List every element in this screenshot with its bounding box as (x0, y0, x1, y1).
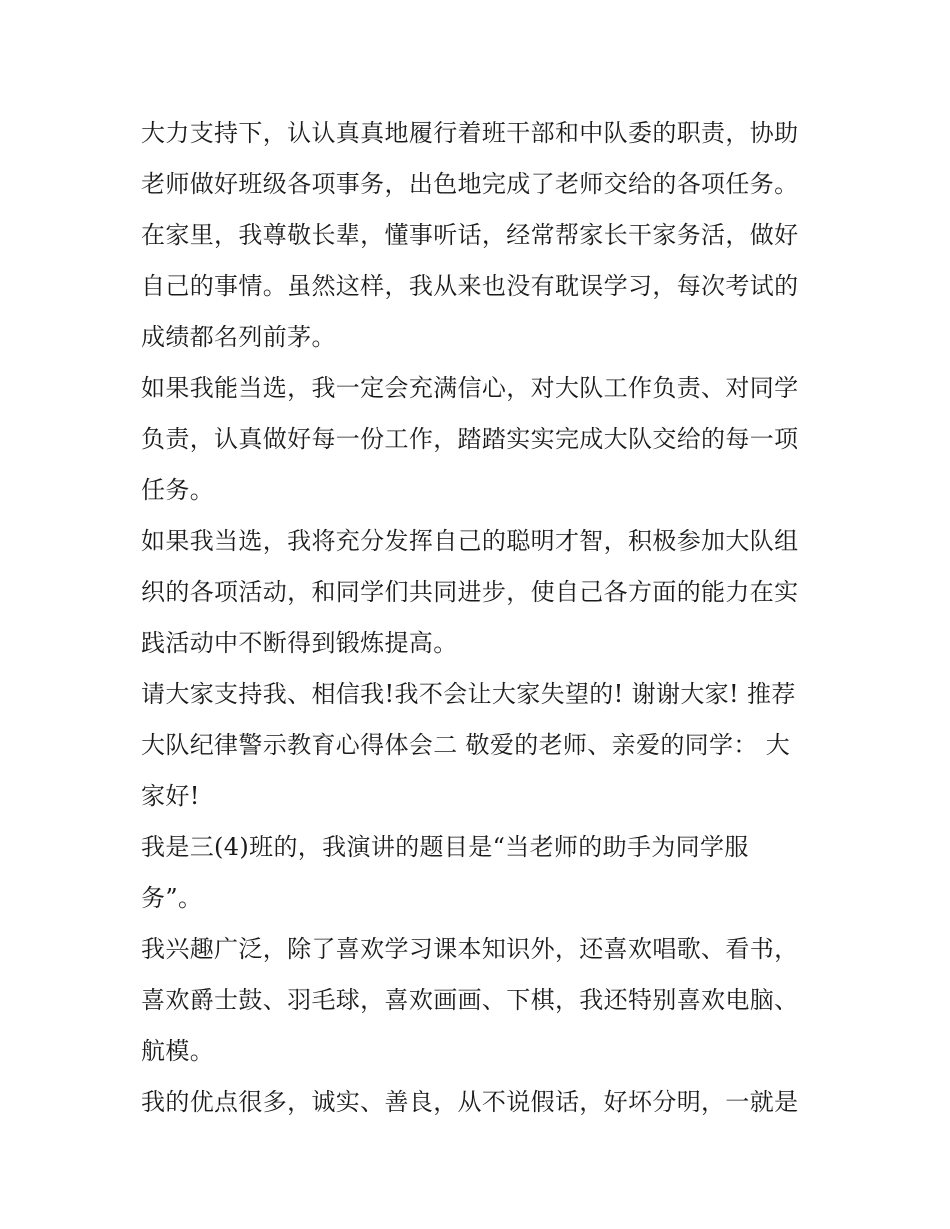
text-line: 我兴趣广泛，除了喜欢学习课本知识外，还喜欢唱歌、看书， (141, 935, 799, 963)
text-line: 大队纪律警示教育心得体会二 敬爱的老师、亲爱的同学： 大 (141, 731, 791, 759)
text-line: 航模。 (141, 1037, 215, 1065)
document-body (141, 108, 821, 1128)
text-line: 我的优点很多，诚实、善良，从不说假话，好坏分明，一就是 (141, 1088, 799, 1116)
text-line: 老师做好班级各项事务，出色地完成了老师交给的各项任务。 (141, 170, 799, 198)
text-line: 践活动中不断得到锻炼提高。 (141, 629, 458, 657)
text-line: 成绩都名列前茅。 (141, 323, 336, 351)
text-line: 务”。 (141, 884, 203, 912)
text-line: 在家里，我尊敬长辈，懂事听话，经常帮家长干家务活，做好 (141, 221, 799, 249)
text-line: 家好! (141, 782, 200, 810)
text-line: 如果我能当选，我一定会充满信心，对大队工作负责、对同学 (141, 374, 799, 402)
text-line: 请大家支持我、相信我!我不会让大家失望的! 谢谢大家! 推荐 (141, 680, 796, 708)
text-line: 织的各项活动，和同学们共同进步，使自己各方面的能力在实 (141, 578, 799, 606)
text-line: 我是三(4)班的，我演讲的题目是“当老师的助手为同学服 (141, 833, 749, 861)
text-line: 任务。 (141, 476, 215, 504)
text-line: 如果我当选，我将充分发挥自己的聪明才智，积极参加大队组 (141, 527, 799, 555)
text-line: 负责，认真做好每一份工作，踏踏实实完成大队交给的每一项 (141, 425, 799, 453)
text-line: 喜欢爵士鼓、羽毛球，喜欢画画、下棋，我还特别喜欢电脑、 (141, 986, 799, 1014)
text-line: 大力支持下，认认真真地履行着班干部和中队委的职责，协助 (141, 119, 799, 147)
text-line: 自己的事情。虽然这样，我从来也没有耽误学习，每次考试的 (141, 272, 799, 300)
